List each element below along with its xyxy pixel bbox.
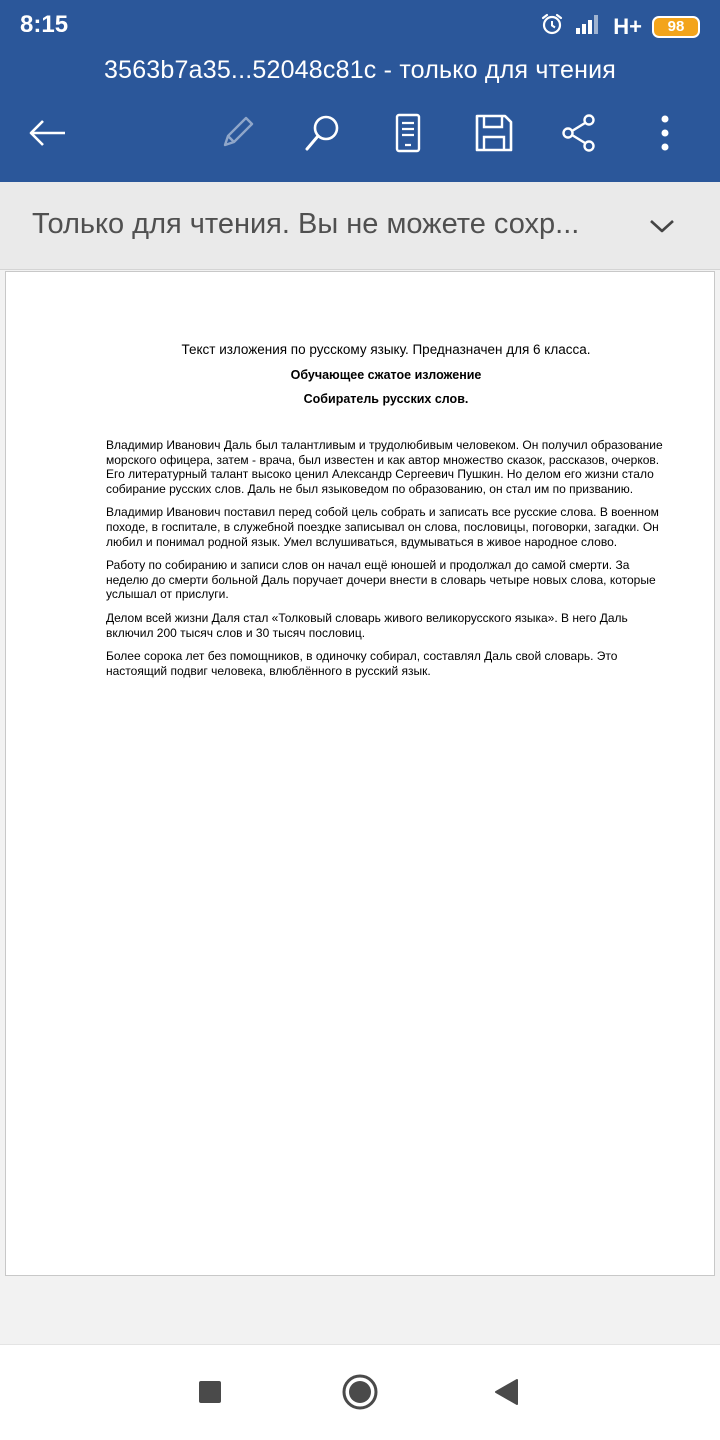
share-icon	[559, 113, 599, 158]
share-button[interactable]	[554, 110, 604, 160]
back-nav-button[interactable]	[481, 1369, 531, 1419]
read-only-banner[interactable]	[0, 182, 720, 270]
status-indicators	[539, 11, 700, 42]
square-icon	[198, 1380, 222, 1409]
back-arrow-icon	[27, 118, 67, 153]
signal-icon	[575, 13, 603, 40]
battery-indicator	[652, 16, 700, 38]
save-icon	[474, 113, 514, 158]
status-time: 8:15	[20, 11, 69, 38]
alarm-icon	[539, 11, 565, 42]
save-button[interactable]	[469, 110, 519, 160]
more-button[interactable]	[640, 110, 690, 160]
mobile-view-icon	[393, 113, 423, 158]
mobile-view-button[interactable]	[383, 110, 433, 160]
chevron-down-icon[interactable]	[644, 208, 680, 244]
search-icon	[302, 113, 342, 158]
more-icon	[659, 113, 671, 158]
toolbar	[0, 110, 720, 160]
paragraph: Владимир Иванович Даль был талантливым и трудолюбивым человеком. Он получил образование морского офицера, затем - врача, был известен и как автор множество сказок, рассказов, очерков. Его литературный талант высоко ценил Александр Сергеевич Пушкин. Но делом его жизни стало собирание русских слов. Даль не был языковедом по образованию, он стал им по призванию.	[106, 438, 663, 496]
document-title: 3563b7a35...52048c81c - только для чтения	[104, 56, 616, 84]
paragraph: Делом всей жизни Даля стал «Толковый словарь живого великорусского языка». В него Даль включил 200 тысяч слов и 30 тысяч пословиц.	[106, 610, 628, 640]
edit-button[interactable]	[212, 110, 262, 160]
document-subtitle: Обучающее сжатое изложение	[290, 368, 482, 382]
triangle-back-icon	[493, 1378, 519, 1411]
paragraph: Более сорока лет без помощников, в одиночку собирал, составлял Даль свой словарь. Это настоящий подвиг человека, влюблённого в русский язык.	[106, 649, 618, 678]
system-nav-bar	[0, 1344, 720, 1440]
app-bar	[0, 0, 720, 182]
home-circle-icon	[341, 1373, 379, 1416]
back-button[interactable]	[22, 110, 72, 160]
document-heading: Текст изложения по русскому языку. Предназначен для 6 класса.	[181, 342, 591, 357]
home-button[interactable]	[335, 1369, 385, 1419]
paragraph: Владимир Иванович поставил перед собой цель собрать и записать все русские слова. В военном походе, в госпитале, в служебной поездке записывал он слова, пословицы, поговорки, загадки. Он любил и понимал родной язык. Умел вслушиваться, вдумываться в живое народное слово.	[106, 505, 659, 549]
status-bar	[0, 0, 720, 50]
document-page[interactable]	[5, 271, 715, 1276]
paragraph: Работу по собиранию и записи слов он начал ещё юношей и продолжал до самой смерти. За неделю до смерти больной Даль поручает дочери внести в словарь четыре новых слова, которые услышал от прислуги.	[106, 558, 656, 602]
recents-button[interactable]	[185, 1369, 235, 1419]
document-main-title: Собиратель русских слов.	[303, 392, 469, 406]
banner-message: Только для чтения. Вы не можете сохр...	[32, 208, 580, 240]
pen-icon	[217, 113, 257, 158]
battery-level: 98	[667, 18, 685, 35]
network-type: H+	[613, 13, 642, 39]
search-button[interactable]	[297, 110, 347, 160]
document-content	[106, 342, 666, 687]
